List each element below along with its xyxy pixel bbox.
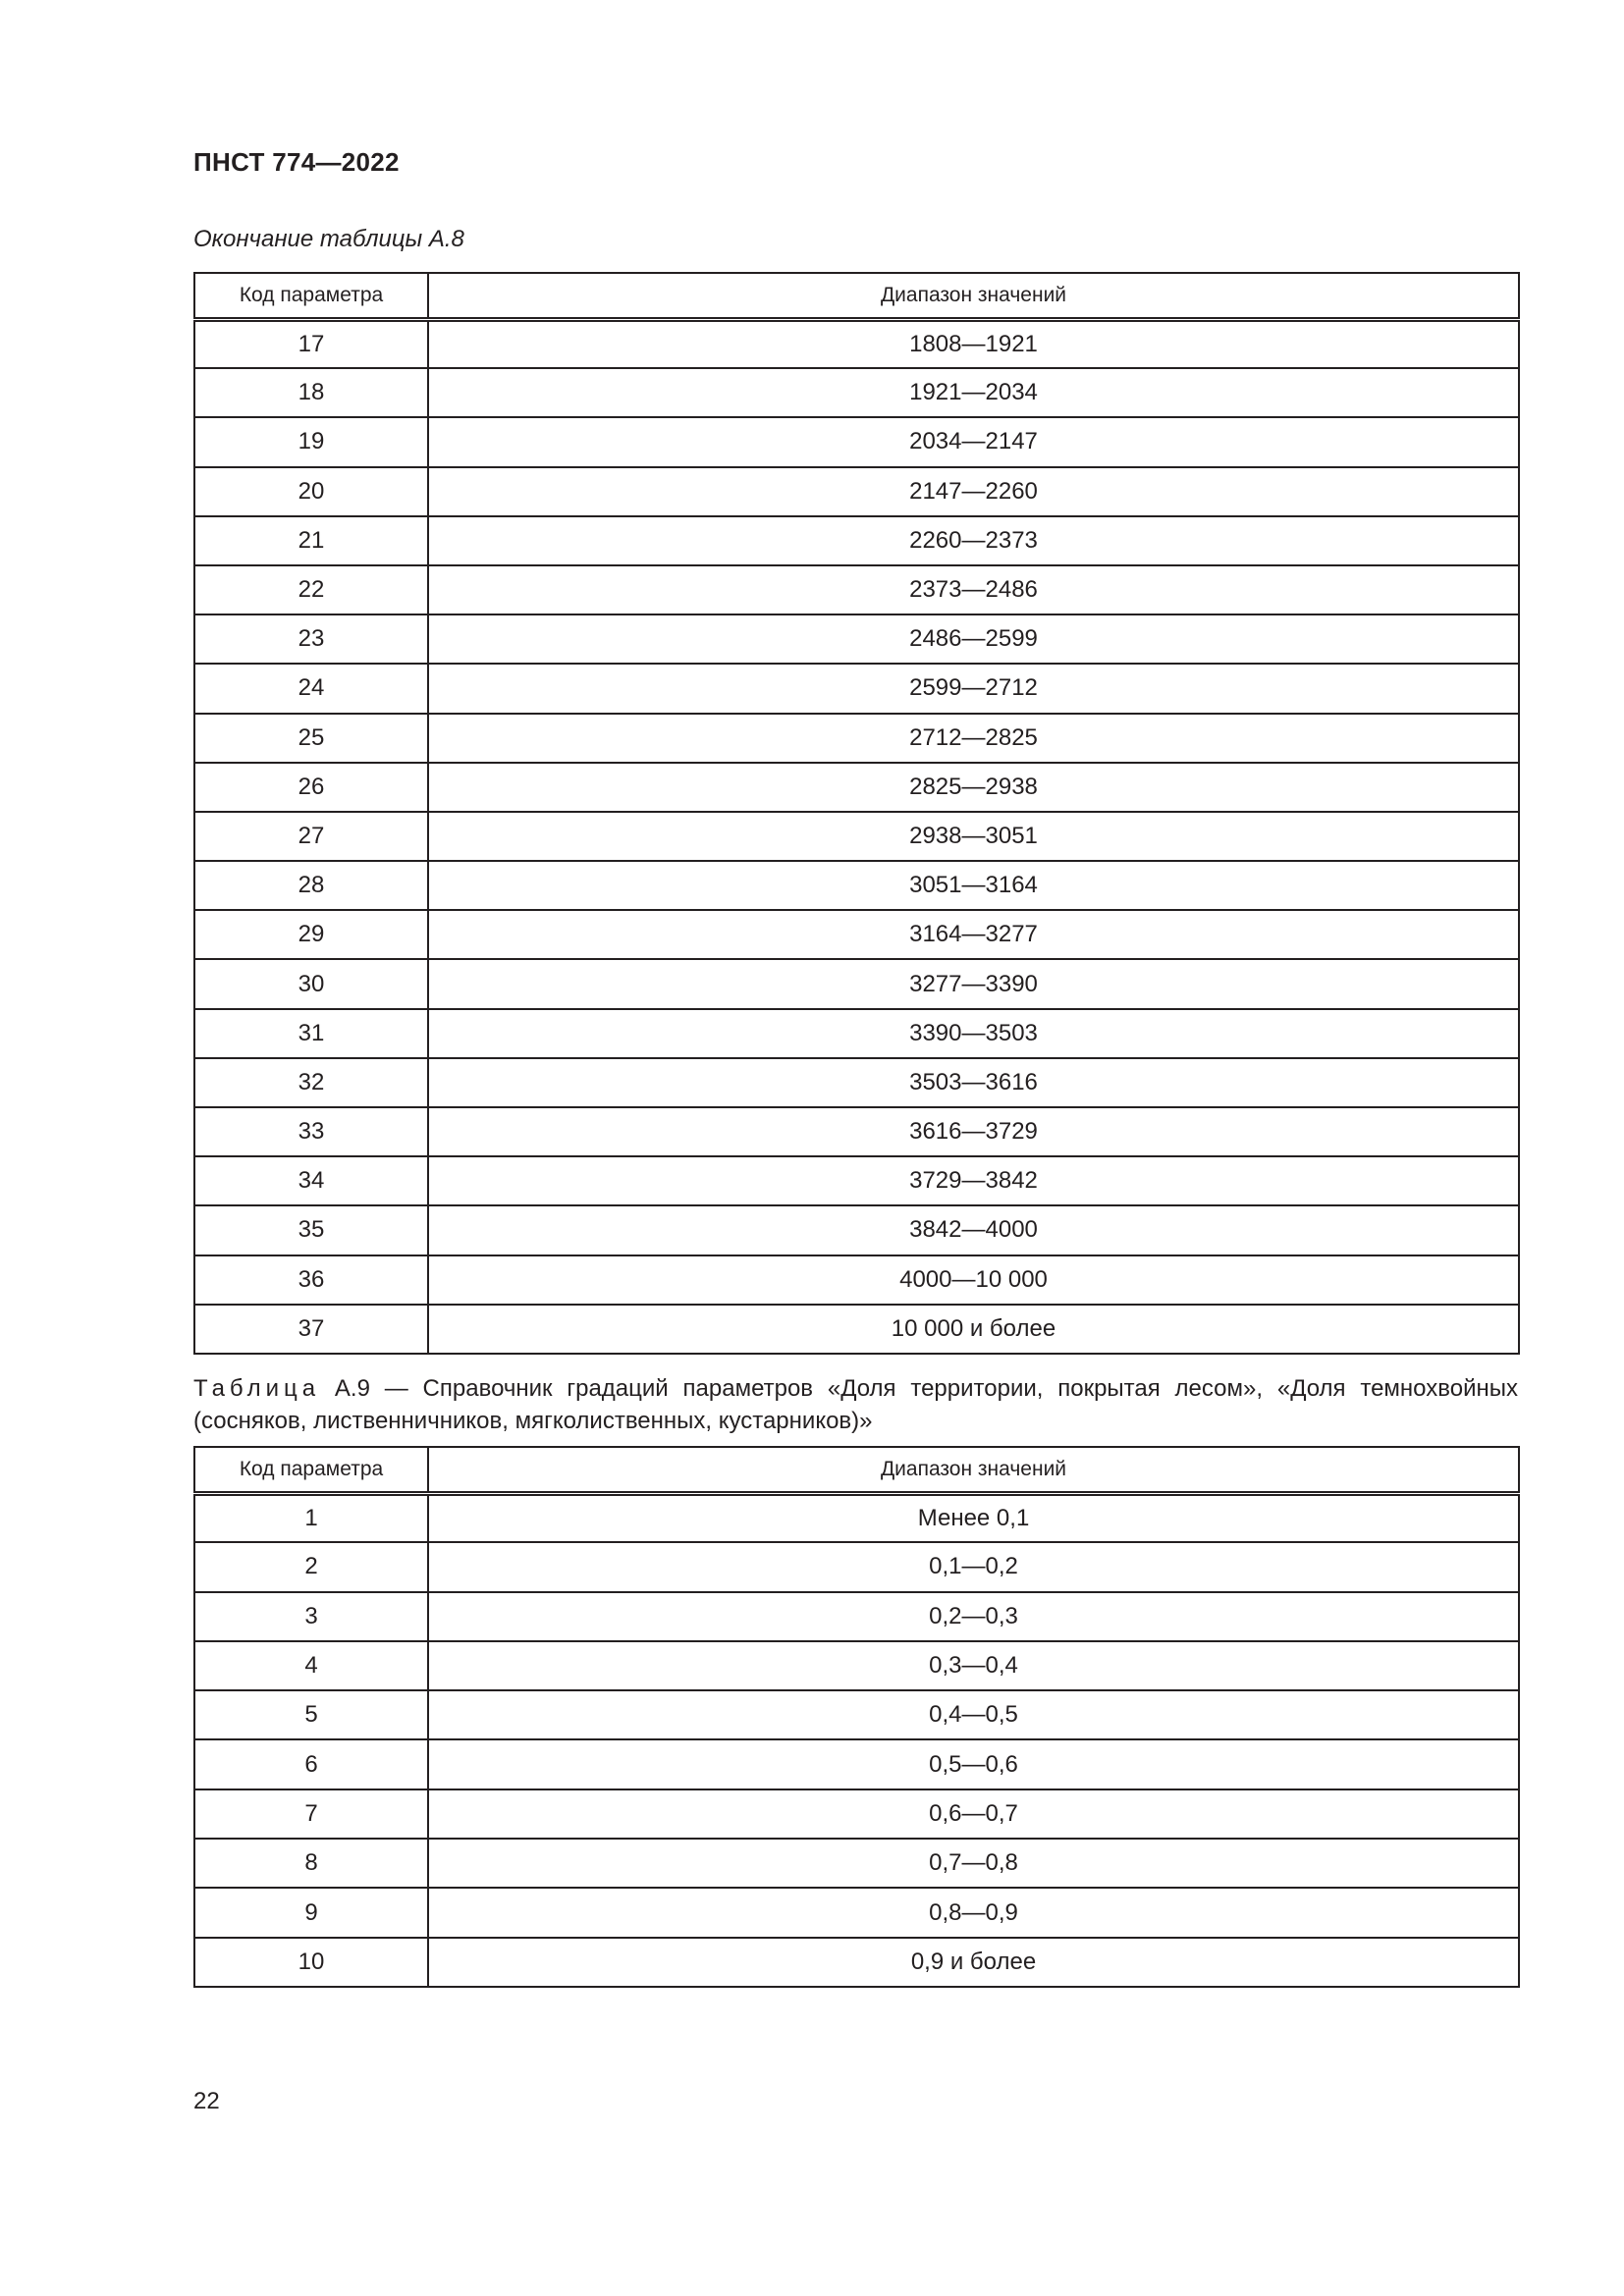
table-row xyxy=(194,861,1519,910)
cell-param-code: 23 xyxy=(194,614,428,664)
cell-value-range: 2260—2373 xyxy=(428,516,1519,565)
table-a8-continuation-caption: Окончание таблицы А.8 xyxy=(193,226,464,252)
cell-value-range: 3842—4000 xyxy=(428,1205,1519,1255)
table-row xyxy=(194,1107,1519,1156)
cell-value-range: 2373—2486 xyxy=(428,565,1519,614)
cell-value-range: 10 000 и более xyxy=(428,1305,1519,1354)
page-number: 22 xyxy=(193,2088,220,2114)
table-row xyxy=(194,1493,1519,1542)
cell-param-code: 21 xyxy=(194,516,428,565)
cell-param-code: 20 xyxy=(194,467,428,516)
table-row xyxy=(194,1009,1519,1058)
cell-param-code: 6 xyxy=(194,1739,428,1789)
table-row xyxy=(194,1542,1519,1591)
cell-param-code: 25 xyxy=(194,714,428,763)
cell-param-code: 3 xyxy=(194,1592,428,1641)
cell-param-code: 4 xyxy=(194,1641,428,1690)
table-row xyxy=(194,1156,1519,1205)
cell-value-range: 2825—2938 xyxy=(428,763,1519,812)
cell-value-range: 0,8—0,9 xyxy=(428,1888,1519,1937)
table-row xyxy=(194,910,1519,959)
table-row xyxy=(194,1839,1519,1888)
cell-param-code: 1 xyxy=(194,1493,428,1542)
cell-value-range: 0,7—0,8 xyxy=(428,1839,1519,1888)
cell-value-range: 2147—2260 xyxy=(428,467,1519,516)
table-row xyxy=(194,417,1519,466)
table-row xyxy=(194,1789,1519,1839)
cell-param-code: 19 xyxy=(194,417,428,466)
table-row xyxy=(194,1058,1519,1107)
cell-value-range: 4000—10 000 xyxy=(428,1255,1519,1305)
table-header-row xyxy=(194,273,1519,319)
cell-value-range: 2486—2599 xyxy=(428,614,1519,664)
cell-value-range: 2712—2825 xyxy=(428,714,1519,763)
table-row xyxy=(194,664,1519,713)
cell-value-range: 3503—3616 xyxy=(428,1058,1519,1107)
cell-param-code: 17 xyxy=(194,319,428,368)
cell-value-range: 3616—3729 xyxy=(428,1107,1519,1156)
table-a9-caption-prefix: Таблица xyxy=(193,1375,321,1402)
cell-value-range: 0,1—0,2 xyxy=(428,1542,1519,1591)
cell-param-code: 35 xyxy=(194,1205,428,1255)
cell-value-range: 0,6—0,7 xyxy=(428,1789,1519,1839)
table-row xyxy=(194,1205,1519,1255)
table-row xyxy=(194,1255,1519,1305)
table-row xyxy=(194,516,1519,565)
cell-param-code: 32 xyxy=(194,1058,428,1107)
table-row xyxy=(194,1739,1519,1789)
table-row xyxy=(194,467,1519,516)
cell-param-code: 22 xyxy=(194,565,428,614)
cell-value-range: 0,2—0,3 xyxy=(428,1592,1519,1641)
table-row xyxy=(194,368,1519,417)
cell-value-range: 2034—2147 xyxy=(428,417,1519,466)
document-code: ПНСТ 774—2022 xyxy=(193,147,400,177)
cell-param-code: 9 xyxy=(194,1888,428,1937)
table-row xyxy=(194,319,1519,368)
table-row xyxy=(194,1690,1519,1739)
cell-value-range: 3051—3164 xyxy=(428,861,1519,910)
table-row xyxy=(194,1592,1519,1641)
table-row xyxy=(194,1305,1519,1354)
cell-value-range: 0,9 и более xyxy=(428,1938,1519,1987)
table-row xyxy=(194,614,1519,664)
table-a9-caption-text: А.9 — Справочник градаций параметров «Доля территории, покрытая лесом», «Доля темнохвойных (сосняков, лиственничников, мягколиственных, кустарников)» xyxy=(193,1375,1518,1434)
table-a8 xyxy=(193,272,1520,1355)
cell-value-range: 2938—3051 xyxy=(428,812,1519,861)
cell-param-code: 10 xyxy=(194,1938,428,1987)
cell-param-code: 37 xyxy=(194,1305,428,1354)
cell-value-range: 0,5—0,6 xyxy=(428,1739,1519,1789)
column-header-range: Диапазон значений xyxy=(428,273,1519,319)
cell-param-code: 29 xyxy=(194,910,428,959)
cell-param-code: 30 xyxy=(194,959,428,1008)
column-header-code: Код параметра xyxy=(194,273,428,319)
cell-param-code: 8 xyxy=(194,1839,428,1888)
cell-param-code: 18 xyxy=(194,368,428,417)
cell-param-code: 26 xyxy=(194,763,428,812)
cell-param-code: 7 xyxy=(194,1789,428,1839)
table-a9 xyxy=(193,1446,1520,1988)
column-header-range: Диапазон значений xyxy=(428,1447,1519,1493)
table-a9-caption xyxy=(193,1372,1518,1437)
cell-value-range: 0,3—0,4 xyxy=(428,1641,1519,1690)
cell-value-range: 3729—3842 xyxy=(428,1156,1519,1205)
table-a8-body xyxy=(194,319,1519,1354)
table-row xyxy=(194,959,1519,1008)
cell-value-range: 1921—2034 xyxy=(428,368,1519,417)
table-header-row xyxy=(194,1447,1519,1493)
cell-param-code: 33 xyxy=(194,1107,428,1156)
cell-value-range: 3277—3390 xyxy=(428,959,1519,1008)
cell-param-code: 5 xyxy=(194,1690,428,1739)
cell-param-code: 31 xyxy=(194,1009,428,1058)
cell-value-range: 3164—3277 xyxy=(428,910,1519,959)
cell-param-code: 36 xyxy=(194,1255,428,1305)
cell-param-code: 28 xyxy=(194,861,428,910)
cell-value-range: 1808—1921 xyxy=(428,319,1519,368)
table-row xyxy=(194,763,1519,812)
cell-value-range: Менее 0,1 xyxy=(428,1493,1519,1542)
cell-value-range: 2599—2712 xyxy=(428,664,1519,713)
table-row xyxy=(194,1888,1519,1937)
table-row xyxy=(194,1938,1519,1987)
table-row xyxy=(194,565,1519,614)
table-row xyxy=(194,812,1519,861)
column-header-code: Код параметра xyxy=(194,1447,428,1493)
cell-param-code: 27 xyxy=(194,812,428,861)
cell-param-code: 34 xyxy=(194,1156,428,1205)
cell-param-code: 24 xyxy=(194,664,428,713)
cell-value-range: 3390—3503 xyxy=(428,1009,1519,1058)
table-a9-body xyxy=(194,1493,1519,1987)
table-row xyxy=(194,714,1519,763)
cell-param-code: 2 xyxy=(194,1542,428,1591)
table-row xyxy=(194,1641,1519,1690)
cell-value-range: 0,4—0,5 xyxy=(428,1690,1519,1739)
